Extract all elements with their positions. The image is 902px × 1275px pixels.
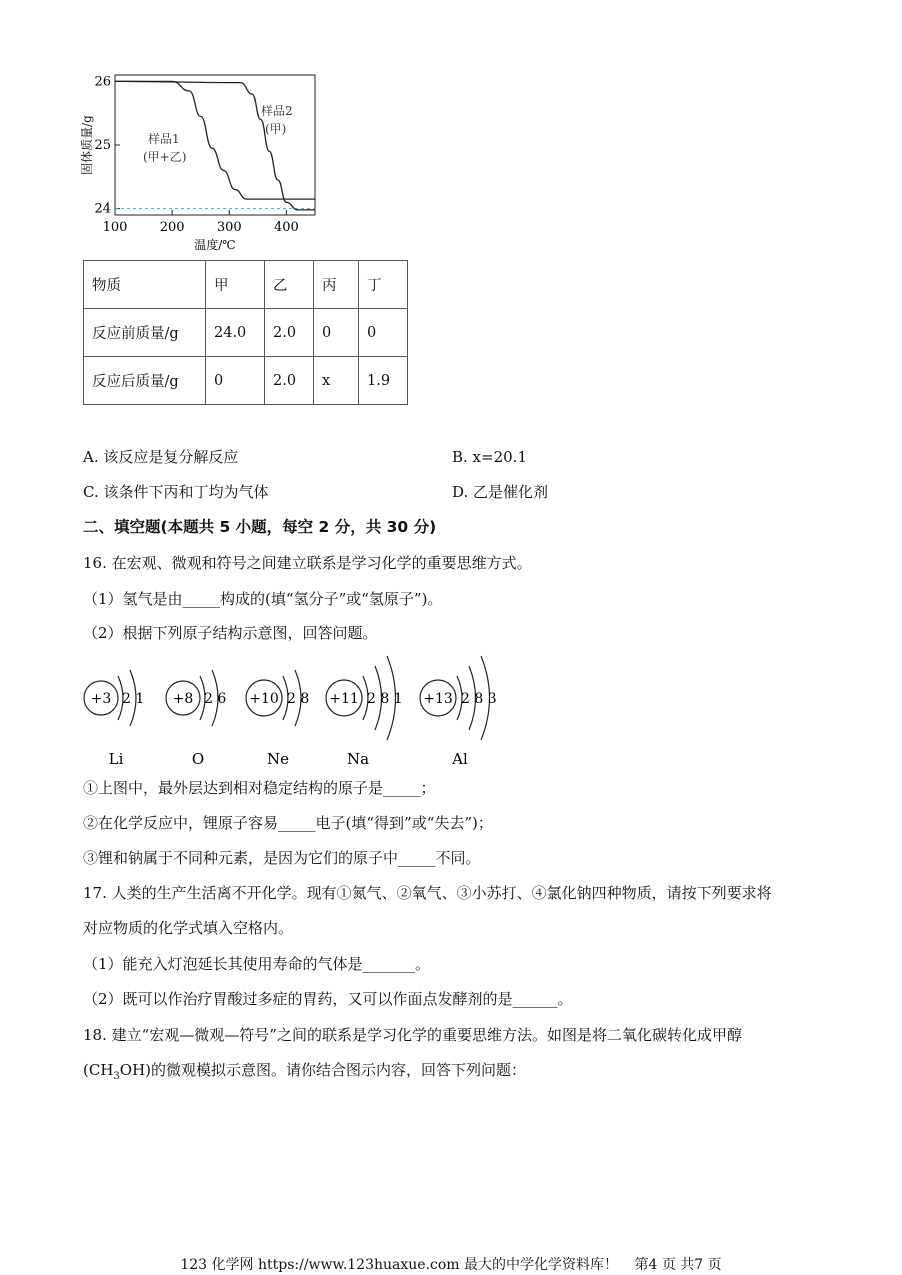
table-row xyxy=(84,357,408,405)
atom-o-symbol: O xyxy=(191,750,205,768)
q17-stem-line1: 17. 人类的生产生活离不开化学。现有①氮气、②氧气、③小苏打、④氯化钠四种物质，请按下列要求将 xyxy=(83,884,772,902)
x-axis-label: 温度/℃ xyxy=(194,238,236,252)
plot-frame xyxy=(115,75,315,215)
q18-formula-post: OH)的微观模拟示意图。请你结合图示内容，回答下列问题： xyxy=(119,1061,527,1079)
series-1-line xyxy=(115,81,315,199)
q17-part2: （2）既可以作治疗胃酸过多症的胃药，又可以作面点发酵剂的是______。 xyxy=(83,990,573,1008)
q18-stem-line2 xyxy=(83,1060,526,1087)
table-header-cell: 乙 xyxy=(265,261,314,309)
table-cell: 0 xyxy=(314,309,359,357)
y-axis-title xyxy=(79,115,94,175)
atom-li-symbol: Li xyxy=(108,750,124,768)
atom-al-shells: 2 8 3 xyxy=(461,691,497,707)
option-b: B. x=20.1 xyxy=(452,448,527,466)
page-footer xyxy=(0,1254,902,1274)
q16-part2: （2）根据下列原子结构示意图，回答问题。 xyxy=(83,624,378,642)
section2-heading: 二、填空题(本题共 5 小题，每空 2 分，共 30 分) xyxy=(83,518,437,536)
table-header-cell: 丙 xyxy=(314,261,359,309)
table-cell: 24.0 xyxy=(206,309,265,357)
x-tick-label: 200 xyxy=(159,220,185,235)
atom-na-nucleus: +11 xyxy=(329,691,359,707)
table-cell: 0 xyxy=(206,357,265,405)
option-a: A. 该反应是复分解反应 xyxy=(83,448,239,466)
atom-ne-symbol: Ne xyxy=(266,750,290,768)
table-cell: 1.9 xyxy=(359,357,408,405)
y-tick-label: 24 xyxy=(94,201,111,217)
table-header-cell: 物质 xyxy=(84,261,206,309)
q17-part1: （1）能充入灯泡延长其使用寿命的气体是_______。 xyxy=(83,955,431,973)
series-group xyxy=(115,81,315,210)
q16-sub1: ①上图中，最外层达到相对稳定结构的原子是_____； xyxy=(83,779,436,797)
series1-label-line1: 样品1 xyxy=(148,132,180,146)
series1-label-line2: (甲+乙) xyxy=(143,150,187,164)
table-cell: 2.0 xyxy=(265,357,314,405)
atom-li xyxy=(84,670,144,768)
q16-sub2: ②在化学反应中，锂原子容易_____电子(填“得到”或“失去”)； xyxy=(83,814,493,832)
series-2-line xyxy=(115,81,315,210)
q16-stem: 16. 在宏观、微观和符号之间建立联系是学习化学的重要思维方式。 xyxy=(83,554,532,572)
atom-na-symbol: Na xyxy=(346,750,370,768)
q17-stem-line2: 对应物质的化学式填入空格内。 xyxy=(83,919,294,937)
table-cell: 反应后质量/g xyxy=(84,357,206,405)
atom-na-shells: 2 8 1 xyxy=(367,691,403,707)
mass-table xyxy=(83,260,408,405)
table-cell: x xyxy=(314,357,359,405)
atom-na xyxy=(326,656,403,768)
atom-o-shells: 2 6 xyxy=(204,691,227,707)
footer-site: 123 化学网 https://www.123huaxue.com 最大的中学化学资料库！ xyxy=(180,1257,619,1273)
atom-al-nucleus: +13 xyxy=(423,691,453,707)
q16-sub3: ③锂和钠属于不同种元素，是因为它们的原子中_____不同。 xyxy=(83,849,481,867)
y-ticks xyxy=(94,74,120,216)
atom-structure-diagrams xyxy=(78,652,518,772)
table-cell: 2.0 xyxy=(265,309,314,357)
y-tick-label: 26 xyxy=(94,74,111,90)
atom-o-nucleus: +8 xyxy=(172,691,194,707)
atom-al-symbol: Al xyxy=(452,750,468,768)
atom-o xyxy=(166,670,226,768)
atom-al xyxy=(420,656,497,768)
atom-ne xyxy=(246,670,309,768)
q18-formula-subscript: 3 xyxy=(113,1071,120,1082)
q16-part1: （1）氢气是由_____构成的(填“氢分子”或“氢原子”)。 xyxy=(83,590,443,608)
table-header-cell: 丁 xyxy=(359,261,408,309)
table-cell: 0 xyxy=(359,309,408,357)
series2-label-line1: 样品2 xyxy=(261,104,293,118)
mass-temperature-chart xyxy=(75,65,325,255)
table-row xyxy=(84,309,408,357)
option-c: C. 该条件下丙和丁均为气体 xyxy=(83,483,269,501)
atom-li-nucleus: +3 xyxy=(90,691,112,707)
x-tick-label: 300 xyxy=(216,220,242,235)
footer-page-number: 第4 页 共7 页 xyxy=(634,1257,722,1273)
q18-stem-line1: 18. 建立“宏观—微观—符号”之间的联系是学习化学的重要思维方法。如图是将二氧化碳转化成甲醇 xyxy=(83,1026,742,1044)
series-labels xyxy=(143,103,293,164)
y-tick-label: 25 xyxy=(94,138,111,153)
table-cell: 反应前质量/g xyxy=(84,309,206,357)
x-tick-label: 100 xyxy=(102,220,128,235)
series2-label-line2: (甲) xyxy=(265,122,287,136)
option-d: D. 乙是催化剂 xyxy=(452,483,549,501)
table-row xyxy=(84,261,408,309)
atom-li-shells: 2 1 xyxy=(122,691,145,707)
atom-ne-nucleus: +10 xyxy=(249,691,279,707)
table-header-cell: 甲 xyxy=(206,261,265,309)
x-ticks xyxy=(103,210,299,235)
atom-ne-shells: 2 8 xyxy=(287,691,310,707)
q18-formula-pre: (CH xyxy=(83,1061,114,1079)
y-axis-label: 固体质量/g xyxy=(80,115,94,175)
x-tick-label: 400 xyxy=(274,220,299,235)
